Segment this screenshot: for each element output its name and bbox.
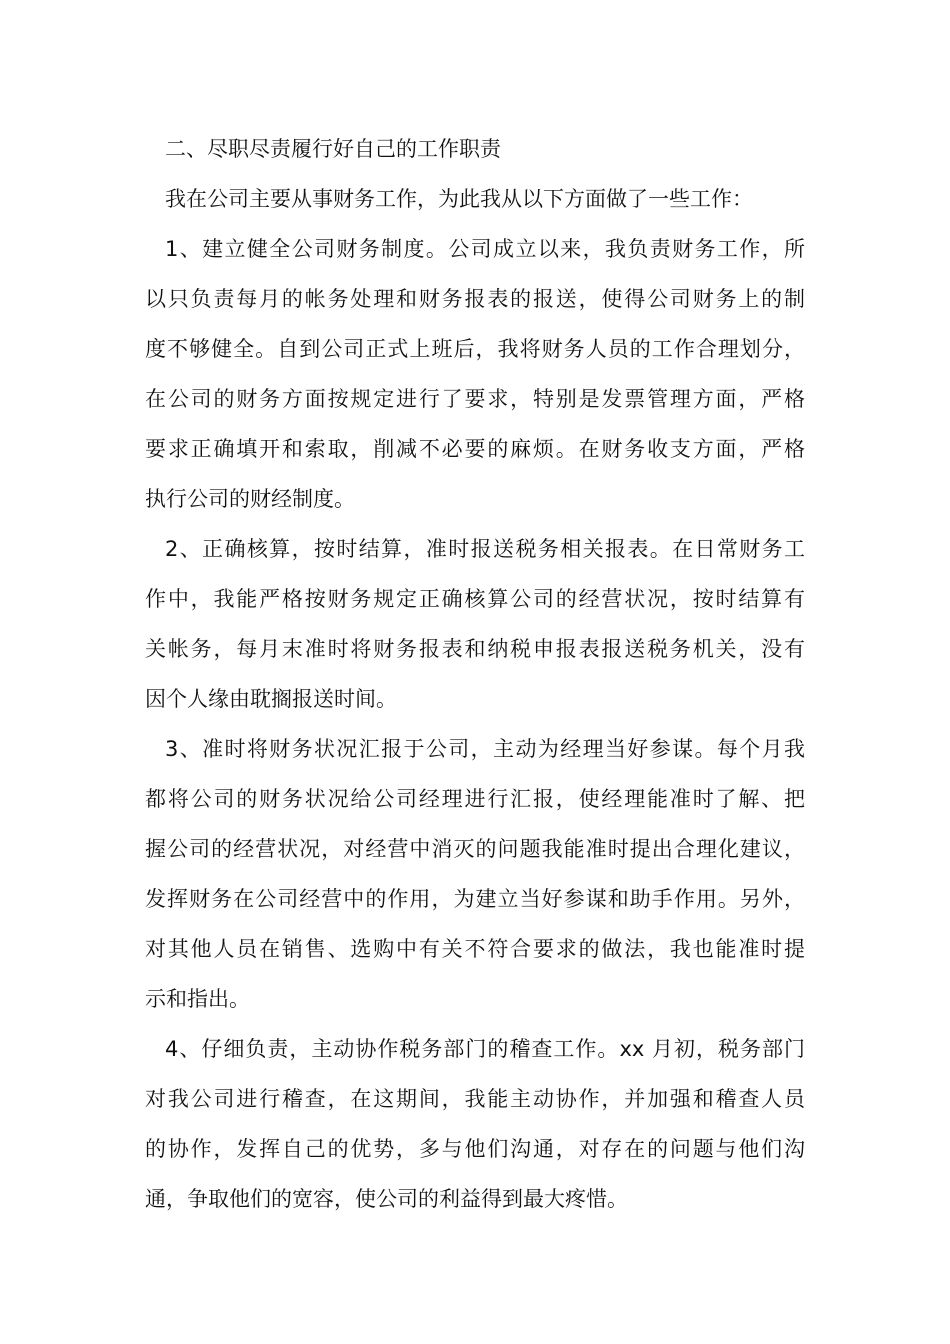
paragraph-line: 因个人缘由耽搁报送时间。 — [145, 687, 397, 711]
paragraph-line: 1、建立健全公司财务制度。公司成立以来，我负责财务工作，所 — [165, 237, 805, 261]
paragraph-line: 在公司的财务方面按规定进行了要求，特别是发票管理方面，严格 — [145, 387, 805, 411]
document-body — [145, 124, 805, 1224]
paragraph-line: 通，争取他们的宽容，使公司的利益得到最大疼惜。 — [145, 1187, 628, 1211]
paragraph-2 — [145, 524, 805, 724]
paragraph-line: 以只负责每月的帐务处理和财务报表的报送，使得公司财务上的制 — [145, 287, 805, 311]
paragraph-line: 要求正确填开和索取，削减不必要的麻烦。在财务收支方面，严格 — [145, 437, 805, 461]
paragraph-line: 度不够健全。自到公司正式上班后，我将财务人员的工作合理划分， — [145, 337, 805, 361]
paragraph-line: 都将公司的财务状况给公司经理进行汇报，使经理能准时了解、把 — [145, 787, 805, 811]
section-heading — [145, 124, 805, 174]
paragraph-4 — [145, 1024, 805, 1224]
paragraph-1 — [145, 224, 805, 524]
paragraph-line: 作中，我能严格按财务规定正确核算公司的经营状况，按时结算有 — [145, 587, 805, 611]
paragraph-line: 示和指出。 — [145, 987, 250, 1011]
intro-line: 我在公司主要从事财务工作，为此我从以下方面做了一些工作： — [165, 187, 753, 211]
heading-line: 二、尽职尽责履行好自己的工作职责 — [165, 137, 501, 161]
paragraph-line: 的协作，发挥自己的优势，多与他们沟通，对存在的问题与他们沟 — [145, 1137, 805, 1161]
paragraph-line: 对我公司进行稽查，在这期间，我能主动协作，并加强和稽查人员 — [145, 1087, 805, 1111]
paragraph-line: 握公司的经营状况，对经营中消灭的问题我能准时提出合理化建议， — [145, 837, 805, 861]
paragraph-line: 关帐务，每月末准时将财务报表和纳税申报表报送税务机关，没有 — [145, 637, 805, 661]
paragraph-line: 对其他人员在销售、选购中有关不符合要求的做法，我也能准时提 — [145, 937, 805, 961]
paragraph-line: 3、准时将财务状况汇报于公司，主动为经理当好参谋。每个月我 — [165, 737, 805, 761]
paragraph-line: 执行公司的财经制度。 — [145, 487, 355, 511]
intro-paragraph — [145, 174, 805, 224]
paragraph-line: 2、正确核算，按时结算，准时报送税务相关报表。在日常财务工 — [165, 537, 805, 561]
paragraph-line: 发挥财务在公司经营中的作用，为建立当好参谋和助手作用。另外， — [145, 887, 805, 911]
paragraph-line: 4、仔细负责，主动协作税务部门的稽查工作。xx 月初，税务部门 — [165, 1037, 805, 1061]
paragraph-3 — [145, 724, 805, 1024]
